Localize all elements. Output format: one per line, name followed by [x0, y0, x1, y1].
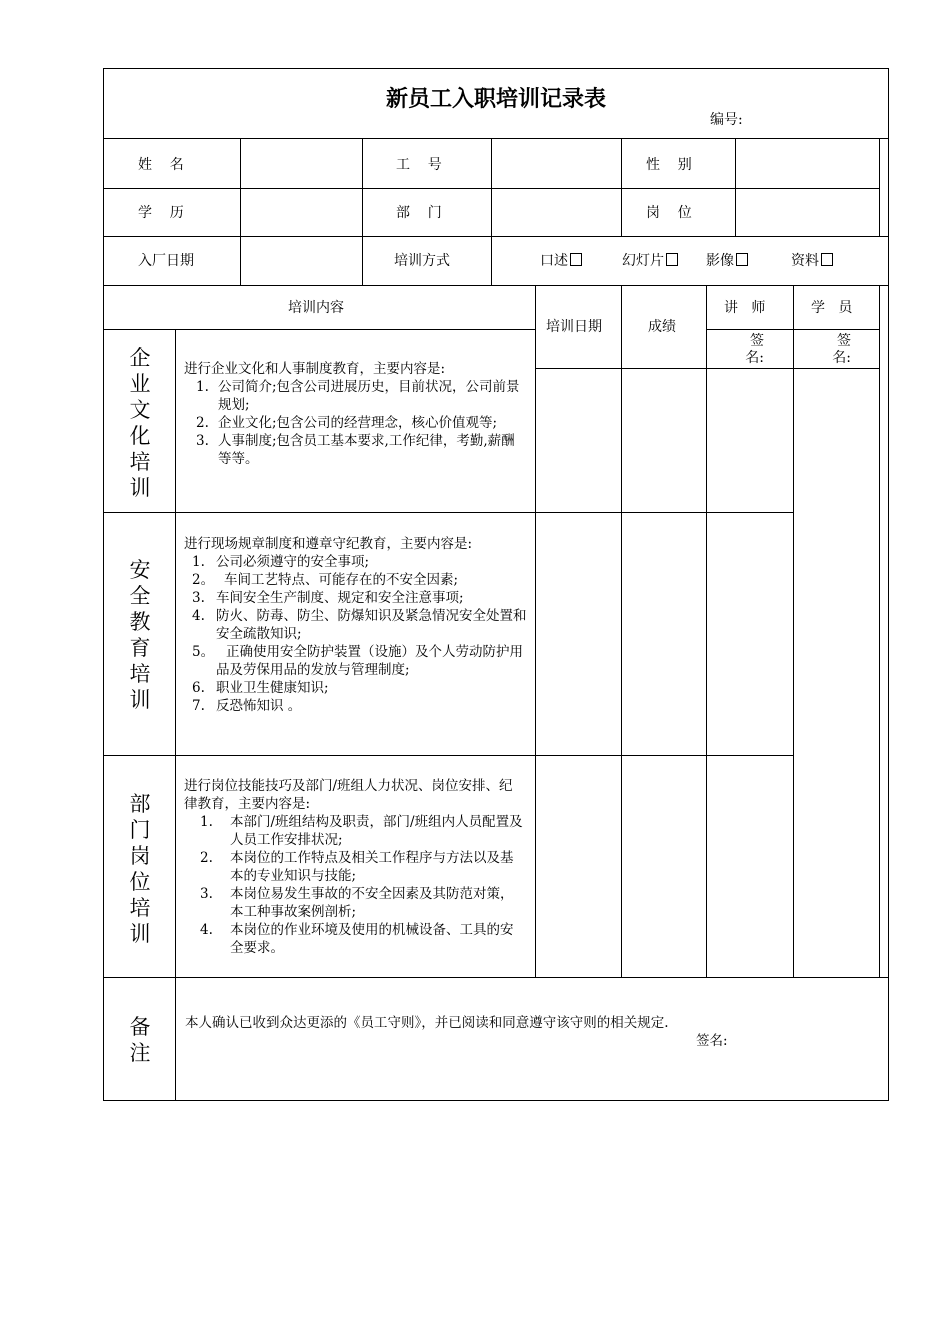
remarks-text: 本人确认已收到众达更添的《员工守则》，并已阅读和同意遵守该守则的相关规定.: [185, 1015, 669, 1031]
education-field[interactable]: [242, 190, 360, 234]
divider: [103, 236, 889, 237]
remarks-heading: 备注: [129, 1015, 151, 1065]
lecturer-sign-cell[interactable]: [708, 514, 791, 753]
section-content-safety: [184, 535, 528, 715]
list-item: 3. 人事制度;包含员工基本要求,工作纪律，考勤,薪酬等等。: [196, 433, 515, 467]
divider: [735, 138, 736, 236]
section-heading-culture: 企业文化培训: [129, 346, 151, 500]
section-content-culture: [184, 360, 526, 468]
trainee-sign-label: 签名:: [832, 333, 851, 366]
section-intro: 进行岗位技能技巧及部门/班组人力状况、岗位安排、纪律教育，主要内容是:: [184, 778, 513, 812]
training-date-cell[interactable]: [537, 370, 619, 510]
method-option-video[interactable]: [706, 253, 750, 269]
section-content-department: [184, 777, 526, 957]
method-option-slides[interactable]: [622, 253, 680, 269]
divider: [103, 329, 535, 330]
method-option-label: 资料: [791, 253, 819, 269]
list-item: 3. 本岗位易发生事故的不安全因素及其防范对策，本工种事故案例剖析;: [200, 886, 514, 920]
list-item: 7. 反恐怖知识 。: [192, 698, 302, 714]
section-intro: 进行企业文化和人事制度教育，主要内容是:: [184, 361, 446, 377]
method-option-label: 幻灯片: [622, 253, 664, 269]
checkbox-icon[interactable]: [736, 253, 748, 266]
remarks-sign-label: 签名:: [696, 1033, 728, 1049]
name-field[interactable]: [242, 140, 360, 186]
divider: [103, 138, 889, 139]
divider: [103, 285, 889, 286]
method-option-materials[interactable]: [791, 253, 835, 269]
column-header-content: 培训内容: [288, 300, 344, 316]
column-header-trainee: 学 员: [811, 300, 853, 316]
checkbox-icon[interactable]: [666, 253, 678, 266]
lecturer-sign-cell[interactable]: [708, 370, 791, 510]
hire-date-field[interactable]: [242, 238, 360, 283]
remarks-sign-field[interactable]: [740, 1030, 880, 1052]
divider: [793, 285, 794, 977]
list-item: 3. 车间安全生产制度、规定和安全注意事项;: [192, 590, 464, 606]
divider: [362, 138, 363, 285]
list-item: 1. 公司必须遵守的安全事项;: [192, 554, 370, 570]
divider: [706, 285, 707, 977]
position-field[interactable]: [737, 190, 877, 234]
divider: [240, 138, 241, 285]
trainee-sign-cell[interactable]: [795, 370, 877, 975]
training-date-cell[interactable]: [537, 514, 619, 753]
checkbox-icon[interactable]: [821, 253, 833, 266]
divider: [175, 329, 176, 1101]
section-heading-department: 部门岗位培训: [129, 792, 151, 946]
employee-id-label: 工 号: [396, 157, 442, 173]
lecturer-sign-label: 签名:: [745, 333, 764, 366]
divider: [535, 285, 536, 977]
checkbox-icon[interactable]: [570, 253, 582, 266]
divider: [879, 138, 880, 236]
education-label: 学 历: [138, 205, 184, 221]
divider: [535, 368, 879, 369]
list-item: 2. 本岗位的工作特点及相关工作程序与方法以及基本的专业知识与技能;: [200, 850, 514, 884]
method-option-label: 口述: [540, 253, 568, 269]
department-label: 部 门: [396, 205, 442, 221]
list-item: 5。 正确使用安全防护装置（设施）及个人劳动防护用品及劳保用品的发放与管理制度;: [192, 644, 523, 678]
list-item: 4. 本岗位的作业环境及使用的机械设备、工具的安全要求。: [200, 922, 514, 956]
divider: [103, 977, 889, 978]
lecturer-sign-cell[interactable]: [708, 757, 791, 975]
hire-date-label: 入厂日期: [138, 253, 194, 269]
list-item: 2. 企业文化;包含公司的经营理念，核心价值观等;: [196, 415, 498, 431]
name-label: 姓 名: [138, 157, 184, 173]
column-header-date: 培训日期: [546, 319, 602, 335]
list-item: 2。 车间工艺特点、可能存在的不安全因素;: [192, 572, 459, 588]
divider: [103, 512, 793, 513]
section-heading-safety: 安全教育培训: [129, 558, 151, 712]
divider: [879, 285, 880, 977]
divider: [103, 755, 793, 756]
gender-field[interactable]: [737, 140, 877, 186]
method-option-label: 影像: [706, 253, 734, 269]
training-method-label: 培训方式: [394, 253, 450, 269]
divider: [621, 285, 622, 977]
column-header-lecturer: 讲 师: [724, 300, 766, 316]
score-cell[interactable]: [623, 757, 704, 975]
section-intro: 进行现场规章制度和遵章守纪教育，主要内容是:: [184, 536, 473, 552]
score-cell[interactable]: [623, 514, 704, 753]
gender-label: 性 别: [646, 157, 692, 173]
list-item: 1. 本部门/班组结构及职责，部门/班组内人员配置及人员工作安排状况;: [200, 814, 523, 848]
list-item: 4. 防火、防毒、防尘、防爆知识及紧急情况安全处置和安全疏散知识;: [192, 608, 527, 642]
divider: [491, 138, 492, 285]
score-cell[interactable]: [623, 370, 704, 510]
position-label: 岗 位: [646, 205, 692, 221]
employee-id-field[interactable]: [493, 140, 619, 186]
serial-number-label: 编号:: [710, 112, 743, 128]
department-field[interactable]: [493, 190, 619, 234]
column-header-score: 成绩: [648, 319, 676, 335]
list-item: 6. 职业卫生健康知识;: [192, 680, 329, 696]
training-date-cell[interactable]: [537, 757, 619, 975]
list-item: 1. 公司简介;包含公司进展历史，目前状况，公司前景规划;: [196, 379, 520, 413]
divider: [621, 138, 622, 236]
page-title: 新员工入职培训记录表: [385, 87, 606, 112]
method-option-oral[interactable]: [540, 253, 584, 269]
